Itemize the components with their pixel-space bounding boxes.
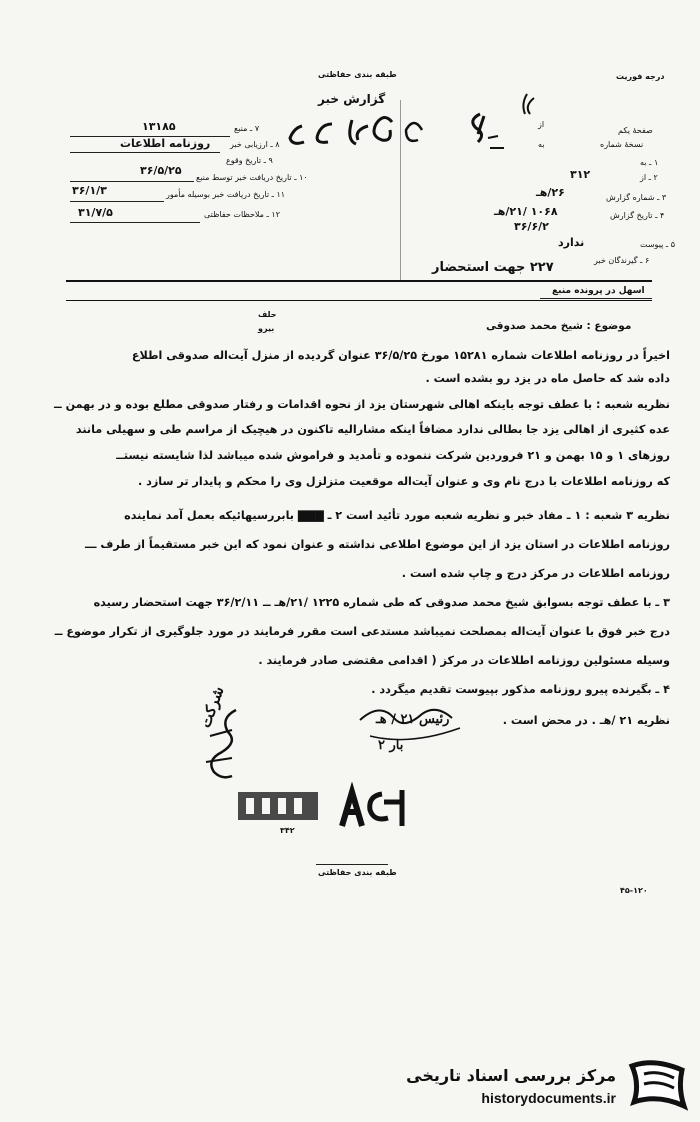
row5-label: ۵ ـ پیوست — [640, 240, 676, 249]
body-line: نظریه ۲۱ /هـ . در محض است . — [502, 714, 670, 727]
row4-label: ۴ ـ تاریخ گزارش — [610, 211, 665, 220]
classification-top: طبقه بندی حفاظتی — [318, 70, 397, 79]
to-label: به — [538, 140, 545, 149]
row11-value: ۳۶/۱/۳ — [72, 184, 107, 197]
body-line: اخیراً در روزنامه اطلاعات شماره ۱۵۲۸۱ مورخ ۳۶/۵/۲۵ عنوان گردیده از منزل آیت‌اله صدوقی اطلاع — [131, 349, 670, 362]
pages-label: صفحهٔ یکم — [618, 126, 653, 135]
row12-label: ۱۲ ـ ملاحظات حفاظتی — [204, 210, 280, 219]
body-line: وسیله مسئولین روزنامه اطلاعات در مرکز ( اقدامی مقتضی صادر فرمایند . — [258, 654, 670, 667]
signature-2: شرکت — [196, 683, 228, 731]
body-line: روزنامه اطلاعات در مرکز درج و چاپ شده است . — [401, 567, 670, 580]
row7-value: ۱۳۱۸۵ — [142, 120, 176, 133]
body-line: داده شد که حاصل ماه در یزد رو بشده است . — [425, 372, 670, 385]
handwritten-initials-icon — [196, 706, 246, 786]
from-label: از — [538, 120, 545, 129]
body-line: روزنامه اطلاعات در استان یزد از این موضوع اطلاعی نداشته و عنوان نمود که این خبر مستقیماً از طرف ـــ — [84, 538, 670, 551]
header-rule-top — [66, 280, 652, 282]
row9-label: ۹ ـ تاریخ وقوع — [226, 156, 273, 165]
row12-value: ۳۱/۷/۵ — [78, 206, 113, 219]
brand-name: مرکز بررسی اسناد تاریخی — [406, 1066, 616, 1085]
body-line: ۳ ـ با عطف توجه بسوابق شیخ محمد صدوقی که طی شماره ۱۲۲۵ /۲۱/هـ ــ ۳۶/۲/۱۱ جهت استحضار رسیده — [93, 596, 670, 609]
stamp-icon — [232, 782, 422, 836]
row6-value: ۲۲۷ جهت استحضار — [432, 260, 554, 275]
subject-side-note: حلف — [258, 310, 277, 319]
signature-1: رئیس ۲۱ / هـ — [376, 712, 450, 727]
signature-scribble-icon — [350, 700, 470, 750]
row10-label: ۱۰ ـ تاریخ دریافت خبر توسط منبع — [196, 173, 308, 182]
row8-value: روزنامه اطلاعات — [120, 137, 211, 150]
body-line: نظریه ۳ شعبه : ۱ ـ مفاد خبر و نظریه شعبه مورد تأئید است ۲ ـ ▇▇▇ بابررسیهائیکه بعمل آمد نماینده — [124, 509, 670, 522]
classification-bottom: طبقه بندی حفاظتی — [318, 868, 397, 877]
form-code: ۴۵-۱۲۰ — [620, 886, 648, 895]
subject-line: موضوع : شیخ محمد صدوقی — [486, 320, 632, 332]
row9-value: ۳۶/۵/۲۵ — [140, 164, 182, 177]
row3-value: ۲۶/هـ — [536, 186, 565, 199]
signature-note: بار ۲ — [378, 738, 404, 753]
row5-value: ندارد — [558, 236, 585, 249]
body-line: نظریه شعبه : با عطف توجه باینکه اهالی شهرستان یزد از نحوه اقدامات و رفتار صدوقی مطلع بوده و در بهمن ــ — [54, 398, 670, 411]
row4-value-2: ۳۶/۶/۲ — [514, 220, 549, 233]
copy-label: نسخهٔ شماره — [600, 140, 644, 149]
row4-value-1: ۱۰۶۸ /۲۱/هـ — [494, 205, 558, 218]
row8-label: ۸ ـ ارزیابی خبر — [230, 140, 280, 149]
urgency-label: درجه فوریت — [616, 72, 665, 81]
body-line: عده کثیری از اهالی یزد جا بطالی ندارد مضافاً اینکه مشارالیه تاکنون در هیچیک از مراسم طی و سهیلی مانند — [75, 423, 670, 436]
header-rule-bottom — [66, 300, 652, 301]
body-line: درج خبر فوق با عنوان آیت‌اله بمصلحت نمیباشد مستدعی است مقرر فرمایند در مورد جلوگیری از تکرار موضوع ــ — [54, 625, 670, 638]
book-logo-icon — [626, 1058, 690, 1114]
brand-url: historydocuments.ir — [481, 1090, 616, 1106]
form-title: گزارش خبر — [318, 92, 386, 106]
stamp-text: ۳۴۲ — [280, 826, 295, 835]
row2-label: ۲ ـ از — [640, 173, 658, 182]
row1-label: ۱ ـ به — [640, 158, 659, 167]
subject-side-note-2: بیرو — [258, 324, 275, 333]
file-note: اسهل در پرونده منبع — [552, 286, 645, 296]
body-line: ۴ ـ بگیرنده پیرو روزنامه مذکور بپیوست تقدیم میگردد . — [371, 683, 670, 696]
row11-label: ۱۱ ـ تاریخ دریافت خبر بوسیله مأمور — [166, 190, 286, 199]
body-line: که روزنامه اطلاعات با درج نام وی و عنوان آیت‌اله موقعیت متزلزل وی را محکم و پایدار تر سازد . — [137, 475, 670, 488]
row7-label: ۷ ـ منبع — [234, 124, 260, 133]
row6-label: ۶ ـ گیرندگان خبر — [594, 256, 650, 265]
row2-value: ۳۱۲ — [570, 168, 591, 181]
brand-watermark — [406, 1058, 690, 1114]
body-line: روزهای ۱ و ۱۵ بهمن و ۲۱ فروردین شرکت ننموده و تأمدید و فراموش شده میباشد لذا شایسته نیستــ — [116, 449, 670, 462]
handwriting-scrawl-icon — [272, 86, 545, 176]
row3-label: ۳ ـ شماره گزارش — [606, 193, 667, 202]
